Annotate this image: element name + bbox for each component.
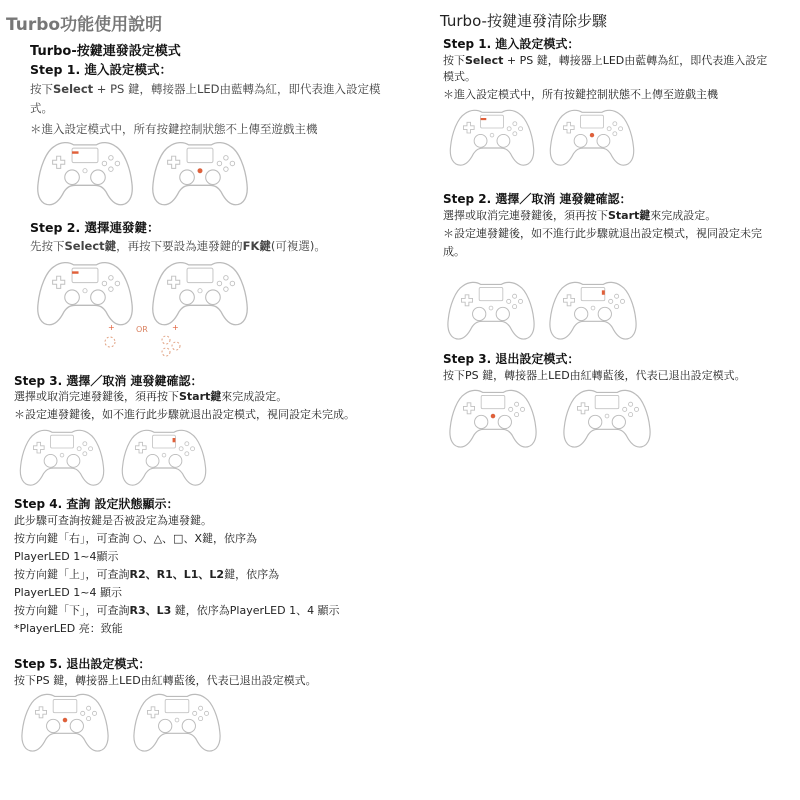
- left-step4-line4: 按方向鍵「上」，可查詢R2、R1、L1、L2鍵，依序為: [14, 568, 280, 581]
- left-step1-line1: 按下Select + PS 鍵，轉接器上LED由藍轉為紅，即代表進入設定模: [30, 82, 381, 96]
- left-step1-heading: Step 1. 進入設定模式：: [30, 62, 173, 77]
- left-step2-line: 先按下Select鍵，再按下要設為連發鍵的FK鍵(可複選)。: [30, 239, 326, 253]
- left-step2-heading: Step 2. 選擇連發鍵：: [30, 220, 160, 235]
- svg-text:+: +: [108, 323, 115, 332]
- controller-right1-b: [548, 108, 636, 168]
- left-step4-line1: 此步驟可查詢按鍵是否被設定為連發鍵。: [14, 514, 212, 527]
- left-step1-line2: 式。: [30, 101, 53, 115]
- left-step4-heading: Step 4. 查詢 設定狀態顯示：: [14, 497, 179, 511]
- controller-right3-a: [448, 388, 538, 450]
- turbo-setting-title: Turbo-按鍵連發設定模式: [30, 44, 181, 59]
- controller-left3-b: [120, 428, 208, 488]
- right-step3-heading: Step 3. 退出設定模式：: [443, 352, 580, 366]
- controller-left2-a: [35, 260, 135, 328]
- right-step1-line1: 按下Select + PS 鍵，轉接器上LED由藍轉為紅，即代表進入設定: [443, 54, 768, 67]
- right-step2-line1: 選擇或取消完連發鍵後，須再按下Start鍵來完成設定。: [443, 209, 717, 222]
- controller-left5-a: [20, 692, 110, 754]
- controller-left5-b: [132, 692, 222, 754]
- controller-left1-a: [35, 140, 135, 208]
- right-step2-note2: 成。: [443, 245, 465, 258]
- left-step4-line5: PlayerLED 1~4 顯示: [14, 586, 122, 599]
- right-step1-heading: Step 1. 進入設定模式：: [443, 37, 580, 51]
- left-step4-line2: 按方向鍵「右」，可查詢 ○、△、□、X鍵，依序為: [14, 532, 257, 545]
- left-step4-line6: 按方向鍵「下」，可查詢R3、L3 鍵，依序為PlayerLED 1、4 顯示: [14, 604, 340, 617]
- controller-left2-b: [150, 260, 250, 328]
- controller-right2-b: [548, 280, 638, 342]
- right-step1-line2: 模式。: [443, 70, 476, 83]
- controller-left3-a: [18, 428, 106, 488]
- left-step5-heading: Step 5. 退出設定模式：: [14, 657, 151, 671]
- controller-right1-a: [448, 108, 536, 168]
- left-step3-heading: Step 3. 選擇／取消 連發鍵確認：: [14, 374, 203, 388]
- clear-steps-title: Turbo-按鍵連發清除步驟: [440, 12, 607, 30]
- right-step2-heading: Step 2. 選擇／取消 連發鍵確認：: [443, 192, 632, 206]
- left-step5-line1: 按下PS 鍵，轉接器上LED由紅轉藍後，代表已退出設定模式。: [14, 674, 317, 687]
- right-step2-note1: ＊設定連發鍵後，如不進行此步驟就退出設定模式，視同設定未完: [443, 227, 762, 240]
- right-step1-note: ＊進入設定模式中，所有按鍵控制狀態不上傳至遊戲主機: [443, 88, 718, 101]
- or-label: OR: [136, 325, 148, 334]
- left-step4-line7: *PlayerLED 亮：致能: [14, 622, 123, 635]
- controller-right3-b: [562, 388, 652, 450]
- controller-right2-a: [446, 280, 536, 342]
- left-step3-note: ＊設定連發鍵後，如不進行此步驟就退出設定模式，視同設定未完成。: [14, 408, 355, 421]
- page-title: Turbo功能使用說明: [6, 15, 163, 35]
- controller-left1-b: [150, 140, 250, 208]
- left-step3-line1: 選擇或取消完連發鍵後，須再按下Start鍵來完成設定。: [14, 390, 288, 403]
- svg-text:+: +: [172, 323, 179, 332]
- left-step4-line3: PlayerLED 1~4顯示: [14, 550, 119, 563]
- right-step3-line1: 按下PS 鍵，轉接器上LED由紅轉藍後，代表已退出設定模式。: [443, 369, 746, 382]
- left-step1-note: ＊進入設定模式中，所有按鍵控制狀態不上傳至遊戲主機: [30, 122, 318, 136]
